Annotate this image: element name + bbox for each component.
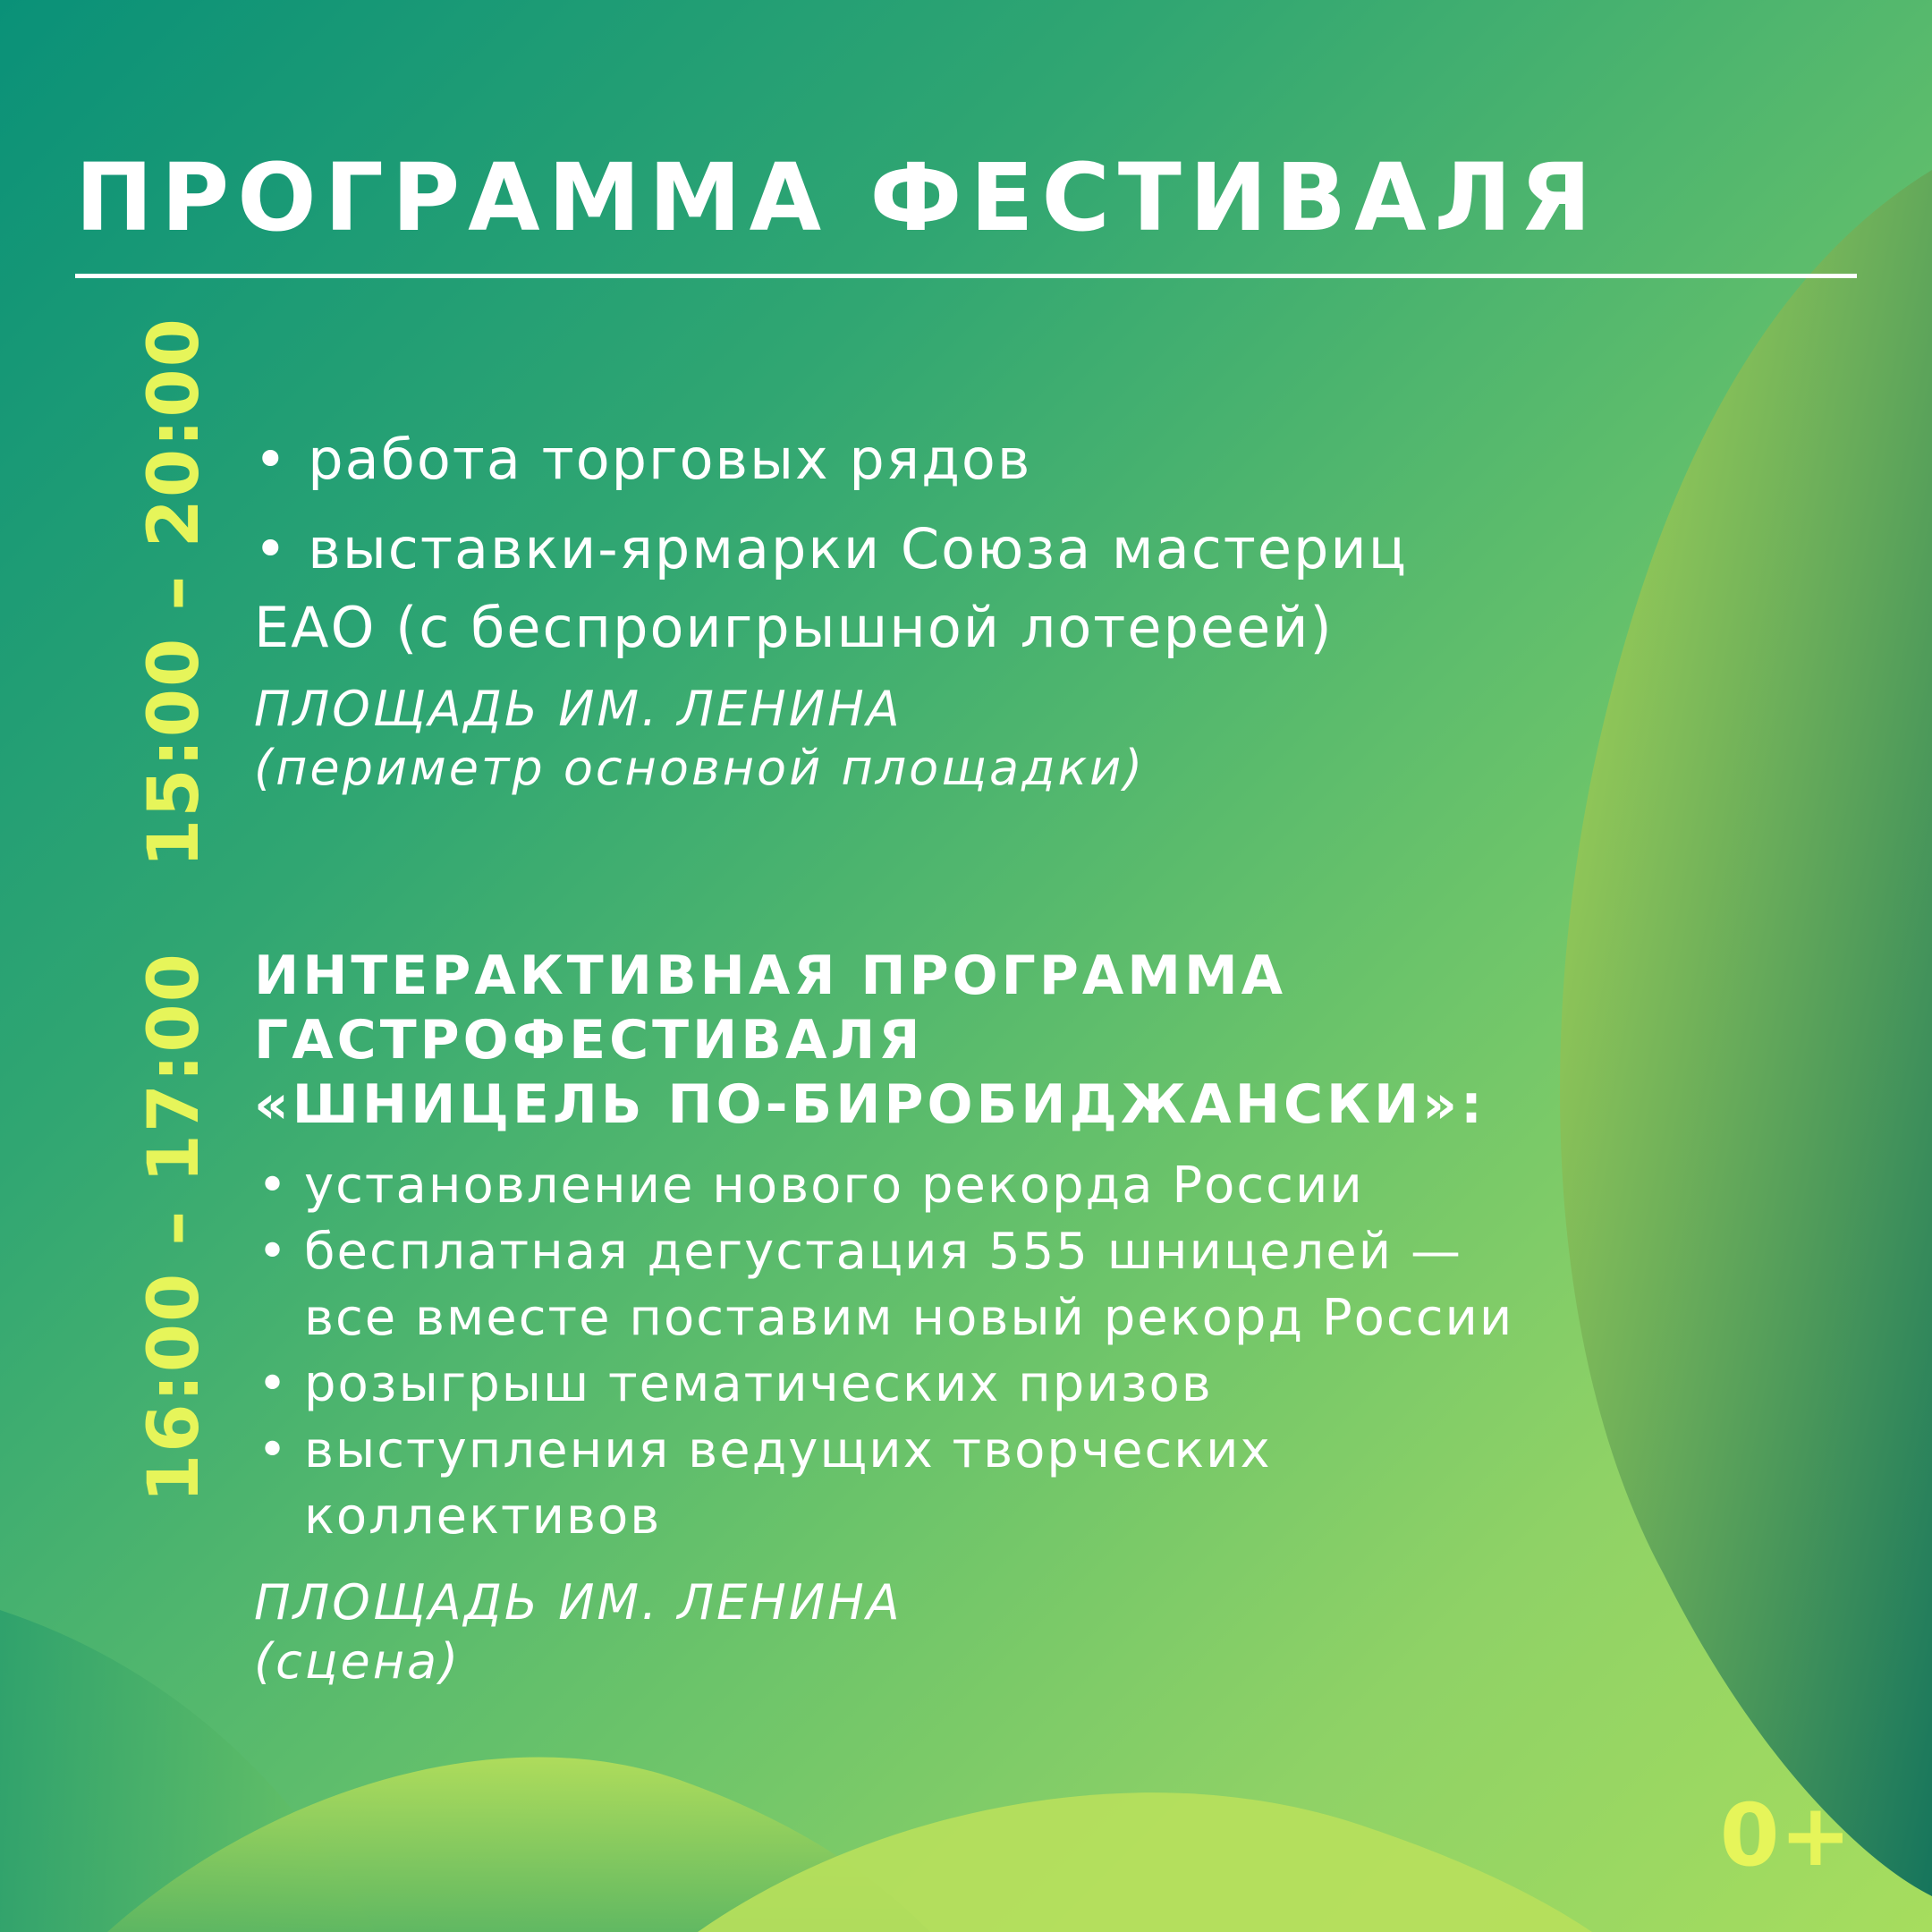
- session-1-item: • работа торговых рядов: [254, 427, 1032, 492]
- session-2-item-list: [254, 1153, 1864, 1550]
- list-item-continuation: [254, 1285, 1864, 1352]
- title-divider: [75, 274, 1857, 278]
- session-2-heading: ГАСТРОФЕСТИВАЛЯ: [254, 1009, 924, 1072]
- session-1-venue: ПЛОЩАДЬ ИМ. ЛЕНИНА: [254, 681, 902, 737]
- list-item-text: бесплатная дегустация 555 шницелей —: [304, 1223, 1462, 1281]
- session-2-heading: ИНТЕРАКТИВНАЯ ПРОГРАММА: [254, 945, 1287, 1007]
- page-title: ПРОГРАММА ФЕСТИВАЛЯ: [75, 143, 1600, 252]
- list-item-text: розыгрыш тематических призов: [304, 1355, 1213, 1413]
- bullet: •: [258, 1223, 290, 1281]
- session-2-time: 16:00 – 17:00: [134, 952, 215, 1503]
- session-2-heading: «ШНИЦЕЛЬ ПО-БИРОБИДЖАНСКИ»:: [254, 1073, 1486, 1136]
- list-item: [254, 1219, 1864, 1285]
- bullet: •: [258, 1157, 290, 1215]
- list-item: [254, 1352, 1864, 1418]
- list-item-text: коллективов: [304, 1487, 662, 1546]
- age-rating-badge: 0+: [1719, 1785, 1852, 1885]
- session-1-venue-detail: (периметр основной площадки): [254, 740, 1146, 796]
- session-1-item: ЕАО (с беспроигрышной лотереей): [254, 595, 1334, 660]
- bullet: •: [258, 1421, 290, 1479]
- list-item-continuation: [254, 1484, 1864, 1550]
- list-item-text: выступления ведущих творческих: [304, 1421, 1272, 1479]
- list-item-text: все вместе поставим новый рекорд России: [304, 1289, 1514, 1347]
- list-item: [254, 1153, 1864, 1219]
- list-item: [254, 1418, 1864, 1484]
- session-1-item: • выставки-ярмарки Союза мастериц: [254, 516, 1408, 581]
- session-1-time: 15:00 – 20:00: [134, 317, 215, 868]
- bullet: •: [258, 1355, 290, 1413]
- session-1: [254, 420, 1828, 798]
- session-2-venue: ПЛОЩАДЬ ИМ. ЛЕНИНА: [254, 1574, 902, 1631]
- session-2: [254, 944, 1864, 1691]
- session-2-venue-detail: (сцена): [254, 1633, 462, 1690]
- list-item-text: установление нового рекорда России: [304, 1157, 1364, 1215]
